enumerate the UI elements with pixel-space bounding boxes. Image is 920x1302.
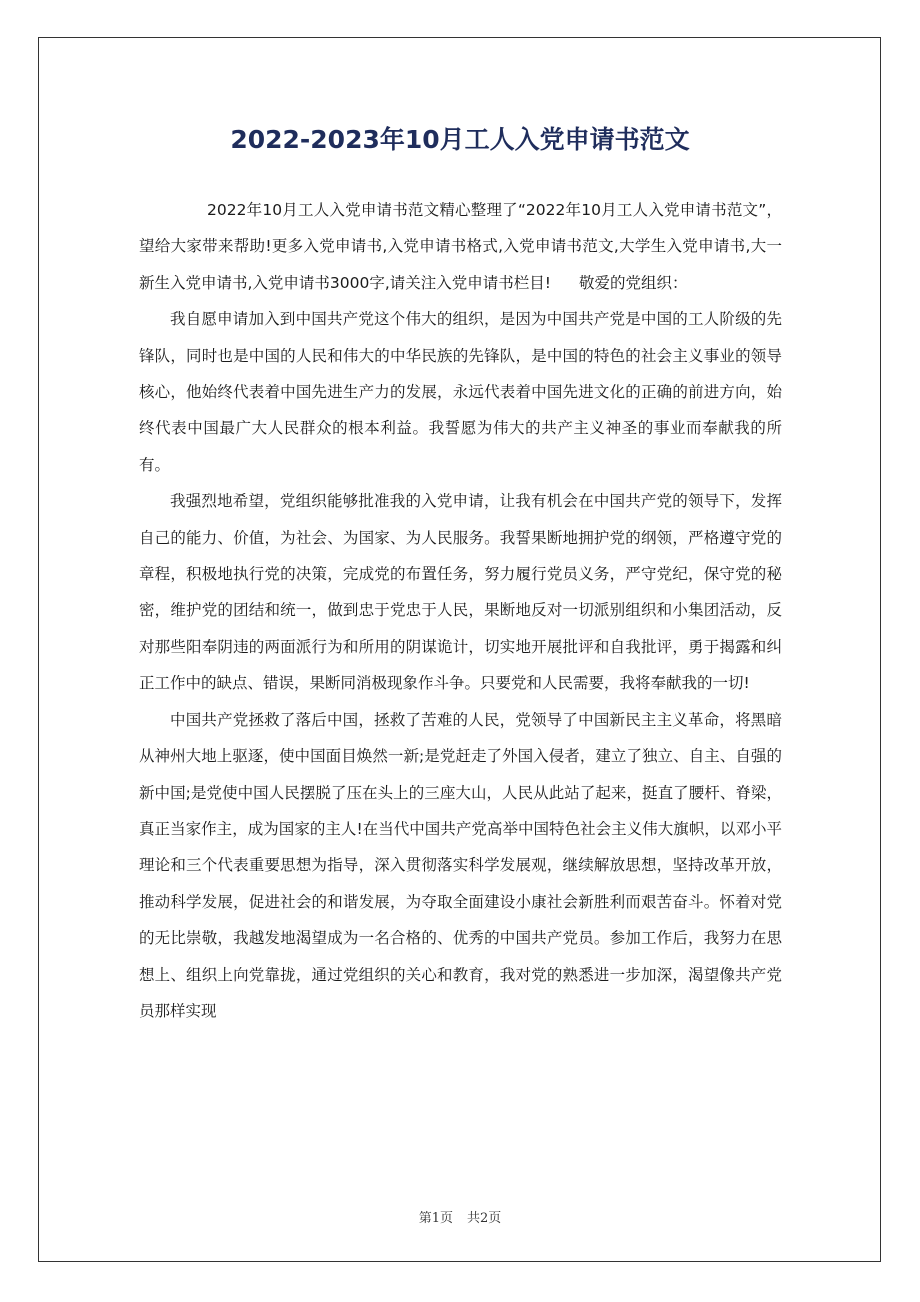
total-pages: 共2页 xyxy=(467,1211,502,1226)
body-paragraph-3: 中国共产党拯救了落后中国，拯救了苦难的人民，党领导了中国新民主主义革命，将黑暗从神州大地上驱逐，使中国面目焕然一新;是党赶走了外国入侵者，建立了独立、自主、自强的新中国;是党使中国人民摆脱了压在头上的三座大山，人民从此站了起来，挺直了腰杆、脊梁，真正当家作主，成为国家的主人!在当代中国共产党高举中国特色社会主义伟大旗帜，以邓小平理论和三个代表重要思想为指导，深入贯彻落实科学发展观，继续解放思想，坚持改革开放，推动科学发展，促进社会的和谐发展，为夺取全面建设小康社会新胜利而艰苦奋斗。怀着对党的无比崇敬，我越发地渴望成为一名合格的、优秀的中国共产党员。参加工作后，我努力在思想上、组织上向党靠拢，通过党组织的关心和教育，我对党的熟悉进一步加深，渴望像共产党员那样实现 xyxy=(139,710,782,1020)
body-paragraph-1: 我自愿申请加入到中国共产党这个伟大的组织，是因为中国共产党是中国的工人阶级的先锋队，同时也是中国的人民和伟大的中华民族的先锋队，是中国的特色的社会主义事业的领导核心，他始终代表着中国先进生产力的发展，永远代表着中国先进文化的正确的前进方向，始终代表中国最广大人民群众的根本利益。我誓愿为伟大的共产主义神圣的事业而奉献我的所有。 xyxy=(139,310,782,474)
body-paragraph-2: 我强烈地希望，党组织能够批准我的入党申请，让我有机会在中国共产党的领导下，发挥自己的能力、价值，为社会、为国家、为人民服务。我誓果断地拥护党的纲领，严格遵守党的章程，积极地执行党的决策，完成党的布置任务，努力履行党员义务，严守党纪，保守党的秘密，维护党的团结和统一，做到忠于党忠于人民，果断地反对一切派别组织和小集团活动，反对那些阳奉阴违的两面派行为和所用的阴谋诡计，切实地开展批评和自我批评，勇于揭露和纠正工作中的缺点、错误，果断同消极现象作斗争。只要党和人民需要，我将奉献我的一切! xyxy=(139,492,782,693)
document-body xyxy=(139,192,782,1029)
document-title: 2022-2023年10月工人入党申请书范文 xyxy=(230,125,690,154)
page-footer xyxy=(0,1207,920,1226)
intro-paragraph xyxy=(139,192,782,301)
page-number: 第1页 xyxy=(418,1211,453,1226)
salutation: 敬爱的党组织： xyxy=(579,273,688,292)
intro-text: 2022年10月工人入党申请书范文精心整理了“2022年10月工人入党申请书范文”，望给大家带来帮助!更多入党申请书,入党申请书格式,入党申请书范文,大学生入党申请书,大一新生入党申请书,入党申请书3000字,请关注入党申请书栏目! xyxy=(139,201,782,292)
